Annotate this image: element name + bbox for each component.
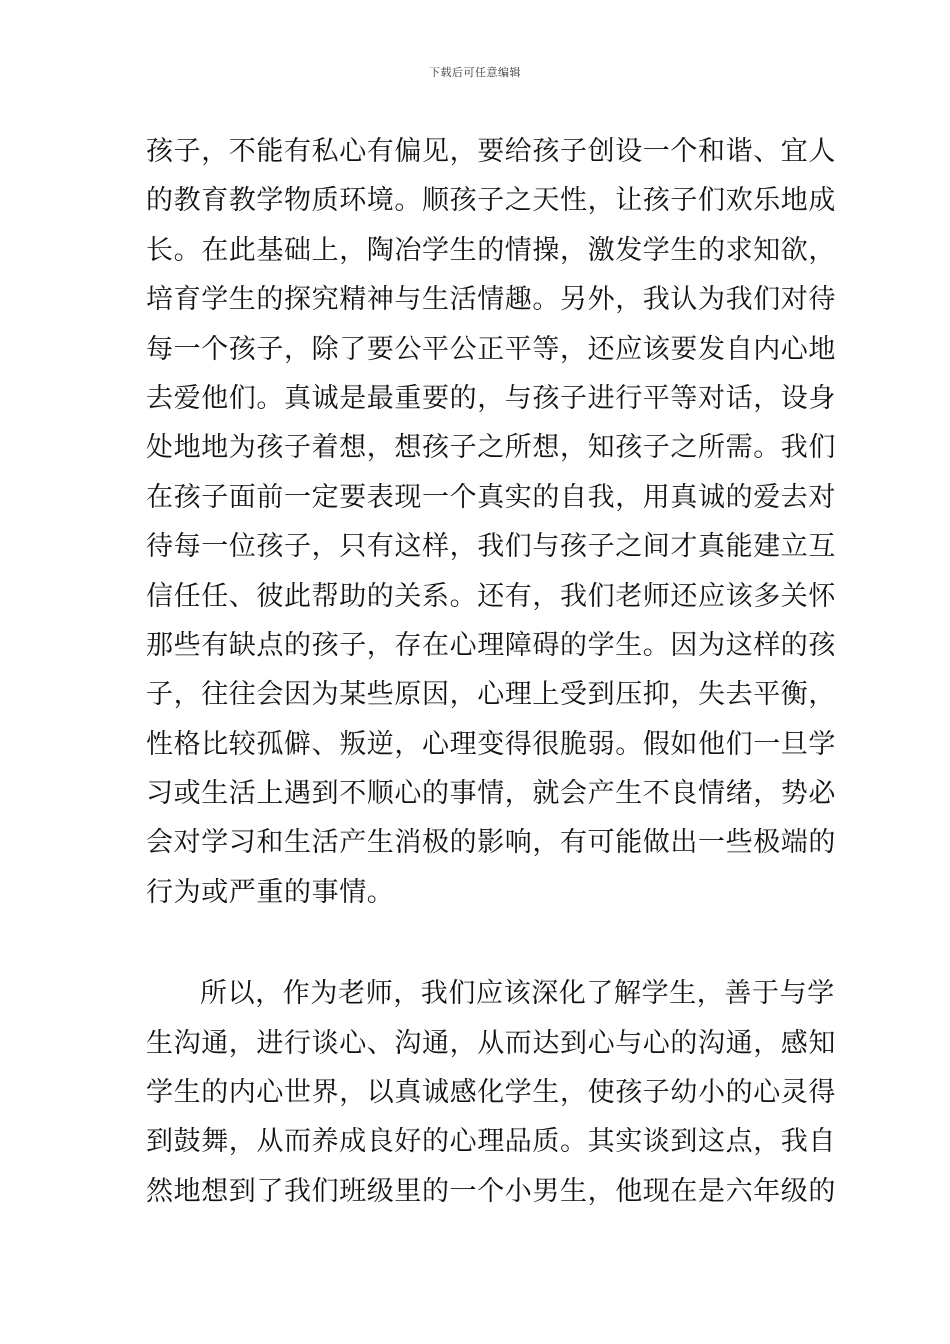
text-line: 培育学生的探究精神与生活情趣。另外，我认为我们对待 <box>146 284 836 316</box>
text-line: 在孩子面前一定要表现一个真实的自我，用真诚的爱去对 <box>146 481 836 513</box>
text-line: 到鼓舞，从而养成良好的心理品质。其实谈到这点，我自 <box>146 1126 836 1158</box>
text-line: 那些有缺点的孩子，存在心理障碍的学生。因为这样的孩 <box>146 629 836 661</box>
text-line: 所以，作为老师，我们应该深化了解学生，善于与学 <box>200 978 835 1010</box>
paragraph-spacer <box>146 917 808 969</box>
document-body <box>146 127 836 1216</box>
text-line: 生沟通，进行谈心、沟通，从而达到心与心的沟通，感知 <box>146 1027 836 1059</box>
paragraph <box>146 127 836 917</box>
text-line: 信任任、彼此帮助的关系。还有，我们老师还应该多关怀 <box>146 580 836 612</box>
text-line: 然地想到了我们班级里的一个小男生，他现在是六年级的 <box>146 1175 836 1207</box>
paragraph <box>146 969 836 1216</box>
text-line: 待每一位孩子，只有这样，我们与孩子之间才真能建立互 <box>146 531 836 563</box>
text-line: 行为或严重的事情。 <box>146 876 395 908</box>
text-line: 孩子，不能有私心有偏见，要给孩子创设一个和谐、宜人 <box>146 136 836 167</box>
text-line: 会对学习和生活产生消极的影响，有可能做出一些极端的 <box>146 827 836 859</box>
text-line: 学生的内心世界，以真诚感化学生，使孩子幼小的心灵得 <box>146 1077 836 1109</box>
page-header: 下载后可任意编辑 <box>429 66 521 79</box>
text-line: 每一个孩子，除了要公平公正平等，还应该要发自内心地 <box>146 333 836 365</box>
text-line: 性格比较孤僻、叛逆，心理变得很脆弱。假如他们一旦学 <box>146 728 836 760</box>
text-line: 习或生活上遇到不顺心的事情，就会产生不良情绪，势必 <box>146 778 836 810</box>
text-line: 的教育教学物质环境。顺孩子之天性，让孩子们欢乐地成 <box>146 185 836 217</box>
text-line: 子，往往会因为某些原因，心理上受到压抑，失去平衡， <box>146 679 836 711</box>
text-line: 去爱他们。真诚是最重要的，与孩子进行平等对话，设身 <box>146 382 836 414</box>
text-line: 处地地为孩子着想，想孩子之所想，知孩子之所需。我们 <box>146 432 836 464</box>
text-line: 长。在此基础上，陶冶学生的情操，激发学生的求知欲， <box>146 234 836 266</box>
